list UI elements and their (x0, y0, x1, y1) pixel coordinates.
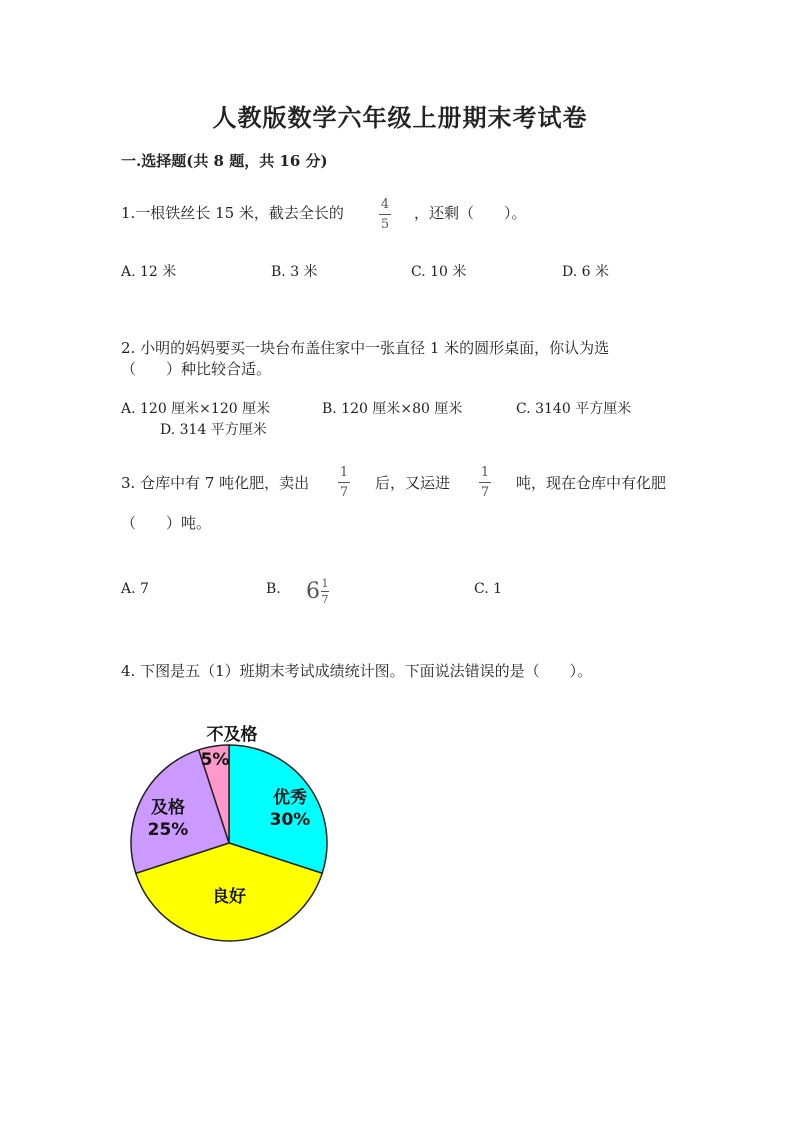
q1-option-a[interactable]: A. 12 米 (121, 264, 177, 280)
q3-frac1-num: 1 (339, 465, 349, 480)
q3-option-b-label[interactable]: B. (266, 581, 281, 597)
pie-label-2: 及格 (151, 798, 185, 818)
fraction-bar (379, 214, 391, 215)
q3-frac2-num: 1 (480, 465, 490, 480)
q3-stem-b: 后，又运进 (375, 474, 451, 492)
section-heading: 一.选择题(共 8 题，共 16 分) (121, 152, 328, 170)
q2-option-b[interactable]: B. 120 厘米×80 厘米 (322, 401, 463, 417)
q2-option-c[interactable]: C. 3140 平方厘米 (516, 401, 632, 417)
fraction-bar (338, 482, 350, 483)
q1-option-d[interactable]: D. 6 米 (562, 264, 609, 280)
pie-label-1: 良好 (212, 887, 246, 907)
q3-option-b-mixed-number (306, 578, 329, 605)
q1-stem-a: 1.一根铁丝长 15 米，截去全长的 (121, 204, 344, 222)
q2-stem-line1: 2. 小明的妈妈要买一块台布盖住家中一张直径 1 米的圆形桌面，你认为选 (121, 339, 610, 357)
q3-frac1-den: 7 (339, 485, 349, 500)
q3-stem-line2: （ ）吨。 (121, 514, 212, 532)
pie-value-label-3: 5% (200, 750, 230, 770)
mixed-fraction (321, 578, 329, 605)
mixed-frac-den: 7 (321, 593, 329, 606)
q3-fraction-2 (479, 466, 491, 499)
q2-stem-line2: （ ）种比较合适。 (121, 360, 272, 378)
pie-value-label-0: 30% (269, 810, 311, 830)
q1-option-c[interactable]: C. 10 米 (411, 264, 467, 280)
pie-chart (118, 715, 348, 955)
q1-option-b[interactable]: B. 3 米 (271, 264, 318, 280)
q3-stem-a: 3. 仓库中有 7 吨化肥，卖出 (121, 474, 310, 492)
q2-option-d[interactable]: D. 314 平方厘米 (160, 422, 267, 438)
q4-stem: 4. 下图是五（1）班期末考试成绩统计图。下面说法错误的是（ ）。 (121, 662, 593, 680)
q3-option-a[interactable]: A. 7 (121, 581, 149, 597)
q1-stem-b: ，还剩（ ）。 (414, 204, 527, 222)
q1-fraction (379, 198, 391, 231)
fraction-bar (479, 482, 491, 483)
pie-label-0: 优秀 (273, 788, 307, 808)
q3-option-c[interactable]: C. 1 (474, 581, 503, 597)
q3-frac2-den: 7 (480, 485, 490, 500)
q3-fraction-1 (338, 466, 350, 499)
mixed-whole: 6 (306, 579, 320, 604)
q1-frac-num: 4 (380, 197, 390, 212)
q2-option-a[interactable]: A. 120 厘米×120 厘米 (121, 401, 271, 417)
pie-value-label-2: 25% (147, 820, 189, 840)
fraction-bar (321, 591, 329, 592)
q1-frac-den: 5 (380, 217, 390, 232)
q3-stem-c: 吨，现在仓库中有化肥 (516, 474, 667, 492)
mixed-frac-num: 1 (321, 577, 329, 590)
pie-label-3: 不及格 (206, 725, 258, 745)
page-title: 人教版数学六年级上册期末考试卷 (212, 103, 588, 132)
